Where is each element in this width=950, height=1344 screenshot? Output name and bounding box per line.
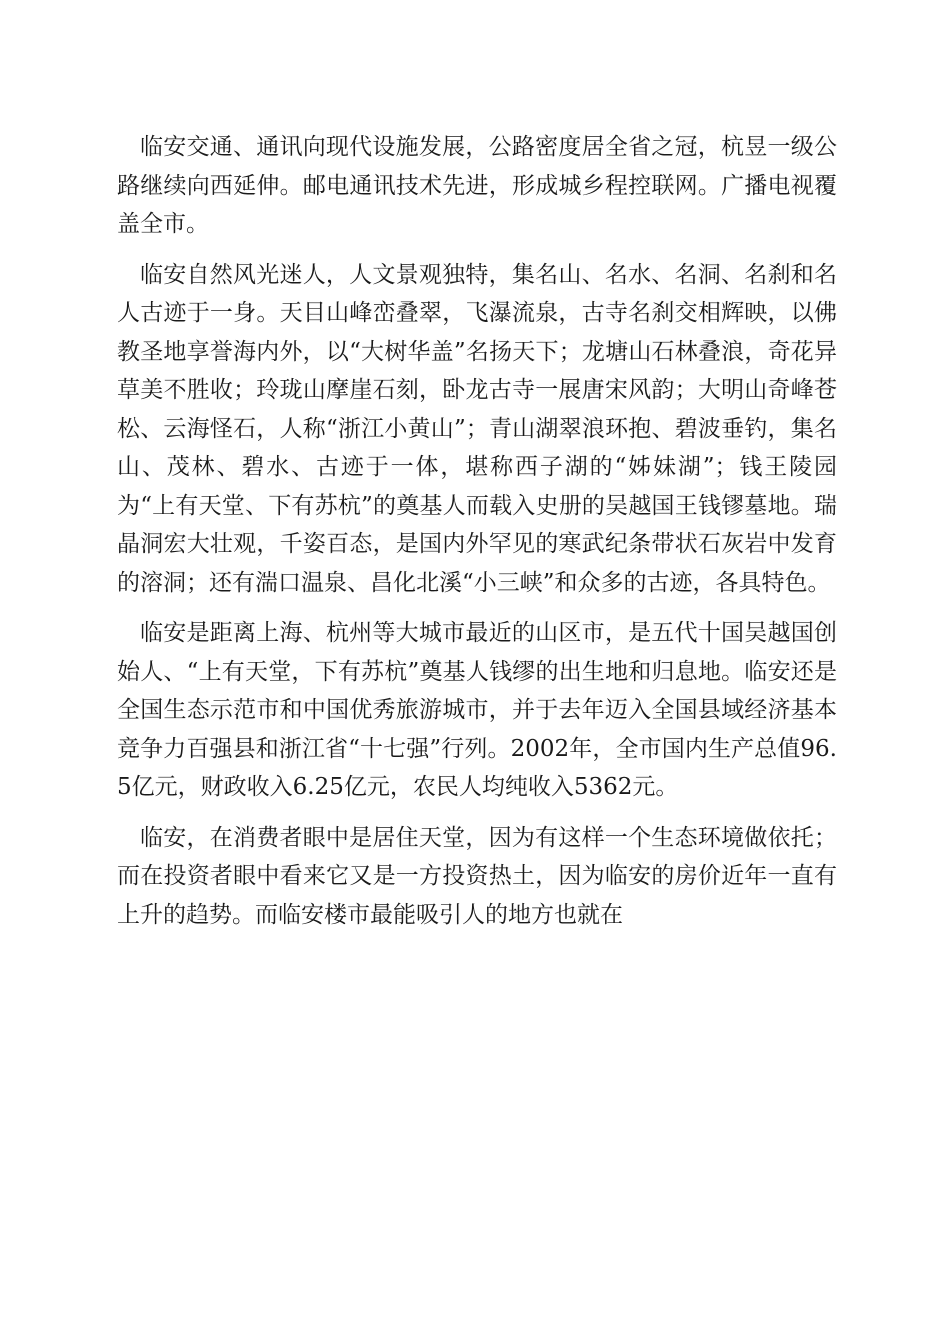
paragraph-scenery: 临安自然风光迷人，人文景观独特，集名山、名水、名洞、名刹和名人古迹于一身。天目山峰峦叠翠，飞瀑流泉，古寺名刹交相辉映，以佛教圣地享誉海内外，以“大树华盖”名扬天下；龙塘山石林叠浪，奇花异草美不胜收；玲珑山摩崖石刻，卧龙古寺一展唐宋风韵；大明山奇峰苍松、云海怪石，人称“浙江小黄山”；青山湖翠浪环抱、碧波垂钓，集名山、茂林、碧水、古迹于一体，堪称西子湖的“姊妹湖”；钱王陵园为“上有天堂、下有苏杭”的奠基人而载入史册的吴越国王钱镠墓地。瑞晶洞宏大壮观，千姿百态，是国内外罕见的寒武纪条带状石灰岩中发育的溶洞；还有湍口温泉、昌化北溪“小三峡”和众多的古迹，各具特色。 (117, 261, 837, 596)
paragraph-real-estate: 临安，在消费者眼中是居住天堂，因为有这样一个生态环境做依托；而在投资者眼中看来它又是一方投资热土，因为临安的房价近年一直有上升的趋势。而临安楼市最能吸引人的地方也就在 (117, 824, 837, 928)
document-body (117, 128, 837, 946)
paragraph-economy: 临安是距离上海、杭州等大城市最近的山区市，是五代十国吴越国创始人、“上有天堂，下有苏杭”奠基人钱缪的出生地和归息地。临安还是全国生态示范市和中国优秀旅游城市，并于去年迈入全国县域经济基本竞争力百强县和浙江省“十七强”行列。2002年，全市国内生产总值96.5亿元，财政收入6.25亿元，农民人均纯收入5362元。 (117, 620, 837, 800)
paragraph-transport: 临安交通、通讯向现代设施发展，公路密度居全省之冠，杭昱一级公路继续向西延伸。邮电通讯技术先进，形成城乡程控联网。广播电视覆盖全市。 (117, 134, 837, 237)
